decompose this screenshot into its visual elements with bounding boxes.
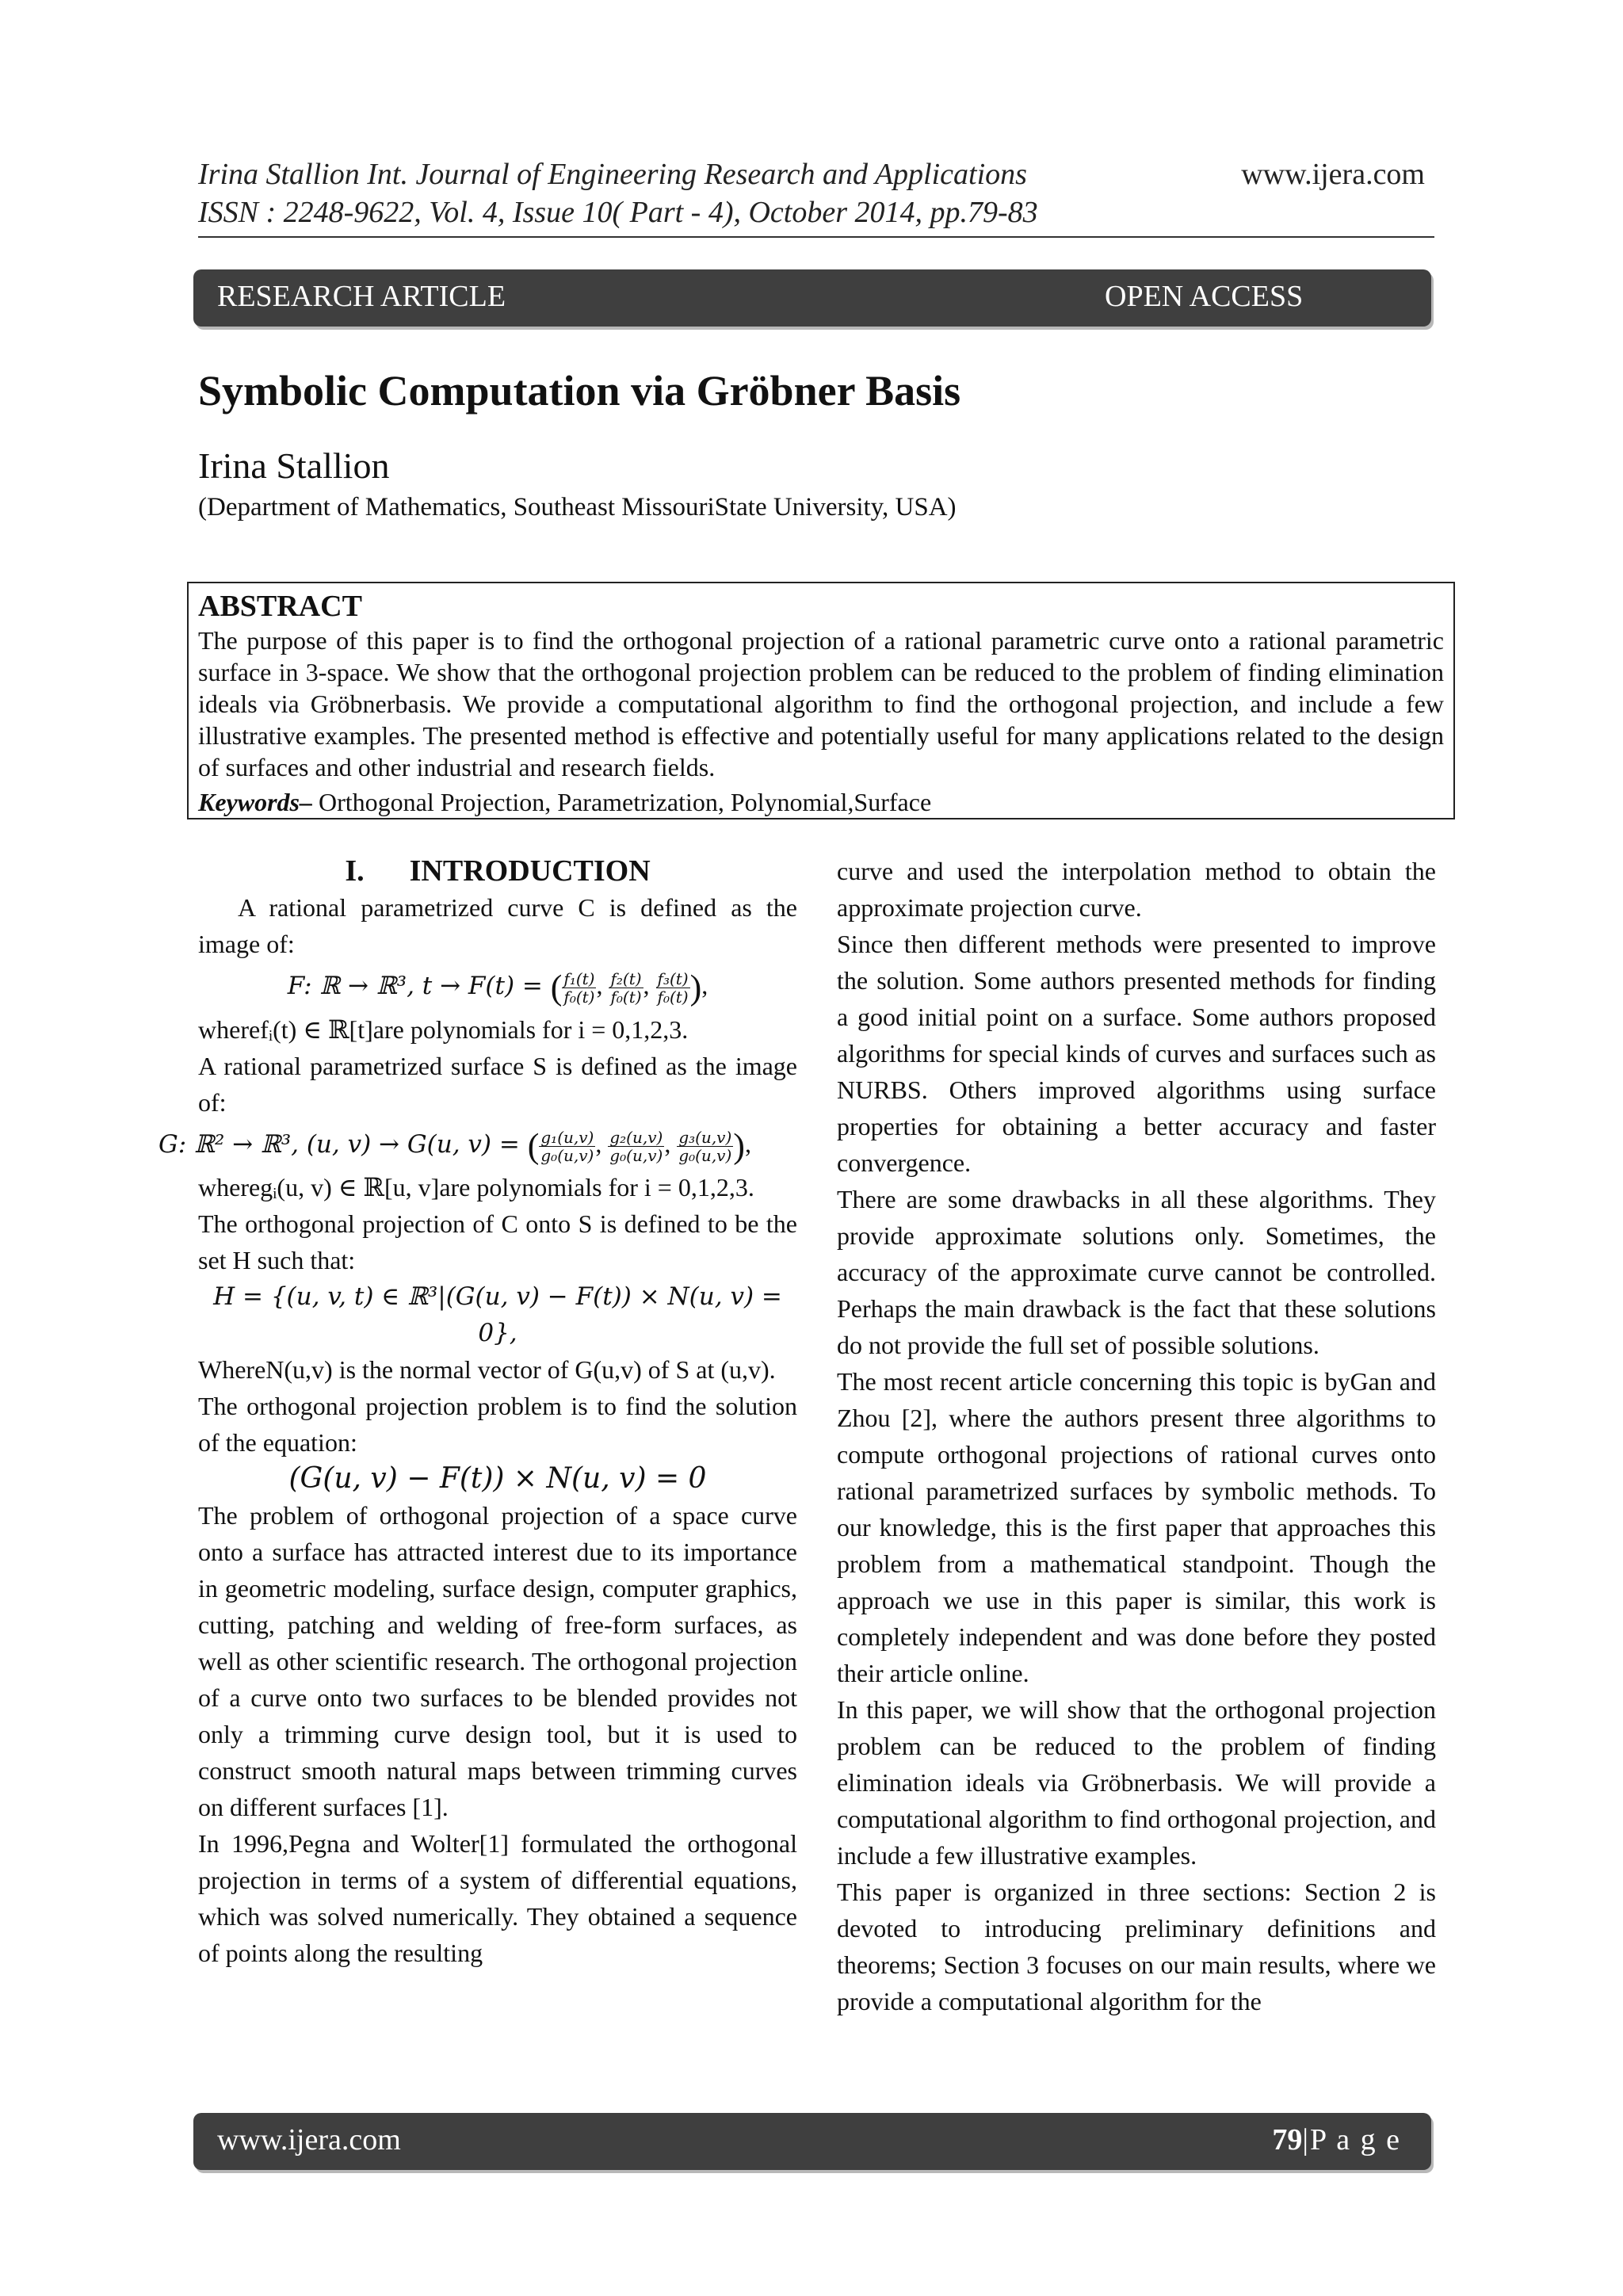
equation-surface-lhs: G: ℝ² → ℝ³, (u, v) → G(u, v) = — [158, 1129, 528, 1159]
paragraph-motivation: The problem of orthogonal projection of a space curve onto a surface has attracted interest due to its importance in geometric modeling, surface design, computer graphics, cutting, patching and welding of free-form surfaces, as well as other scientific research. The orthogonal projection of a curve onto two surfaces to be blended provides not only a trimming curve design tool, but it is used to construct smooth natural maps between trimming curves on different surfaces [1]. — [198, 1501, 797, 1822]
eq2-den-2: g₀(u,v) — [609, 1145, 663, 1165]
eq2-den-3: g₀(u,v) — [678, 1145, 732, 1165]
journal-citation-line1: Irina Stallion Int. Journal of Engineering Research and Applications — [198, 158, 1027, 191]
paragraph-gi-polynomials: wheregᵢ(u, v) ∈ ℝ[u, v]are polynomials for i = 0,1,2,3. — [198, 1173, 754, 1202]
research-article-label: RESEARCH ARTICLE — [217, 280, 506, 313]
equation-projection: (G(u, v) − F(t)) × N(u, v) = 0 — [288, 1462, 707, 1496]
eq1-den-2: f₀(t) — [610, 988, 642, 1007]
eq1-den-1: f₀(t) — [563, 988, 595, 1007]
eq2-den-1: g₀(u,v) — [540, 1145, 594, 1165]
eq2-num-3: g₃(u,v) — [678, 1127, 732, 1147]
keywords-line — [198, 786, 931, 818]
section-heading-introduction: I. INTRODUCTION — [345, 854, 651, 888]
equation-curve: F: ℝ → ℝ³, t → F(t) = ( $\frac{\text{f₁(t)}}{\text{f₀(t)}}$ , $\frac{\text{f₂(t)}}{\text{f₀(t)}}$ , $\frac{\text{f₃(t)}}{\text{f₀(t)}}$ ), — [287, 968, 708, 1007]
left-column — [158, 853, 797, 1971]
paragraph-normal-vector: WhereN(u,v) is the normal vector of G(u,v) of S at (u,v). — [198, 1355, 776, 1385]
equation-set-h: H = {(u, v, t) ∈ ℝ³|(G(u, v) − F(t)) × N(u, v) = 0}, — [213, 1282, 782, 1348]
paragraph-contribution: In this paper, we will show that the orthogonal projection problem can be reduced to the problem of finding elimination ideals via Gröbnerbasis. We will provide a computational algorithm to find orthogonal projection, and include a few illustrative examples. — [837, 1695, 1436, 1870]
page-number-label — [1272, 2122, 1401, 2157]
paragraph-fi-polynomials: wherefᵢ(t) ∈ ℝ[t]are polynomials for i = 0,1,2,3. — [198, 1014, 689, 1044]
author-affiliation: (Department of Mathematics, Southeast MissouriState University, USA) — [198, 493, 957, 521]
paragraph-improvements: Since then different methods were presented to improve the solution. Some authors presented methods for finding a good initial point on a surface. Some authors proposed algorithms for special kinds of curves and surfaces such as NURBS. Others improved algorithms using surface properties for obtaining a better accuracy and faster convergence. — [837, 930, 1436, 1177]
paragraph-curve-definition: A rational parametrized curve C is defined as the image of: — [198, 893, 797, 958]
eq1-den-3: f₀(t) — [657, 988, 689, 1007]
eq1-num-3: f₃(t) — [657, 969, 689, 989]
open-access-label: OPEN ACCESS — [1105, 280, 1304, 313]
equation-surface: G: ℝ² → ℝ³, (u, v) → G(u, v) = ( $\frac{\text{g₁(u,v)}}{\text{g₀(u,v)}}$ , $\frac{\text{g₂(u,v)}}{\text{g₀(u,v)}}$ , $\frac{\text{g₃(u,v)}}{\text{g₀(u,v)}}$ ), — [158, 1126, 751, 1166]
paragraph-recent-work: The most recent article concerning this topic is byGan and Zhou [2], where the authors present three algorithms to compute orthogonal projections of rational curves onto rational parametrized surfaces by symbolic methods. To our knowledge, this is the first paper that approaches this problem from a mathematical standpoint. Though the approach we use in this paper is similar, this work is completely independent and was done before they posted their article online. — [837, 1367, 1436, 1687]
header-divider — [198, 236, 1434, 238]
author-name: Irina Stallion — [198, 445, 390, 486]
page-number: 79 — [1272, 2123, 1303, 2157]
journal-website: www.ijera.com — [1241, 158, 1425, 191]
paragraph-projection-definition: The orthogonal projection of C onto S is defined to be the set H such that: — [198, 1209, 797, 1275]
paragraph-problem-statement: The orthogonal projection problem is to find the solution of the equation: — [198, 1392, 797, 1457]
article-type-banner — [193, 269, 1431, 327]
paragraph-surface-definition: A rational parametrized surface S is defined as the image of: — [198, 1051, 797, 1117]
journal-citation-line2: ISSN : 2248-9622, Vol. 4, Issue 10( Part - 4), October 2014, pp.79-83 — [198, 196, 1038, 229]
paper-title: Symbolic Computation via Gröbner Basis — [198, 367, 961, 415]
page-footer-banner — [193, 2113, 1431, 2170]
eq1-num-2: f₂(t) — [610, 969, 642, 989]
eq1-num-1: f₁(t) — [563, 969, 595, 989]
abstract-text: The purpose of this paper is to find the orthogonal projection of a rational parametric curve onto a rational parametric surface in 3-space. We show that the orthogonal projection problem can be reduced to the problem of finding elimination ideals via Gröbnerbasis. We provide a computational algorithm to find the orthogonal projection, and include a few illustrative examples. The presented method is effective and potentially useful for many applications related to the design of surfaces and other industrial and research fields. — [198, 626, 1444, 781]
keywords-label: Keywords– — [198, 788, 312, 816]
eq2-num-1: g₁(u,v) — [540, 1127, 594, 1147]
right-column — [837, 853, 1436, 2019]
paragraph-history: In 1996,Pegna and Wolter[1] formulated the orthogonal projection in terms of a system of differential equations, which was solved numerically. They obtained a sequence of points along the resulting — [198, 1829, 797, 1968]
footer-website: www.ijera.com — [217, 2123, 401, 2157]
page-label: |P a g e — [1302, 2123, 1401, 2157]
keywords-list: Orthogonal Projection, Parametrization, Polynomial,Surface — [312, 788, 932, 816]
abstract-heading: ABSTRACT — [198, 590, 362, 623]
paragraph-drawbacks: There are some drawbacks in all these algorithms. They provide approximate solutions only. Sometimes, the accuracy of the approximate curve cannot be controlled. Perhaps the main drawback is the fact that these solutions do not provide the full set of possible solutions. — [837, 1185, 1436, 1359]
paragraph-interpolation: curve and used the interpolation method to obtain the approximate projection curve. — [837, 857, 1436, 922]
paragraph-organization: This paper is organized in three sections: Section 2 is devoted to introducing preliminary definitions and theorems; Section 3 focuses on our main results, where we provide a computational algorithm for the — [837, 1878, 1436, 2015]
equation-curve-lhs: F: ℝ → ℝ³, t → F(t) = — [287, 972, 551, 1000]
eq2-num-2: g₂(u,v) — [609, 1127, 663, 1147]
